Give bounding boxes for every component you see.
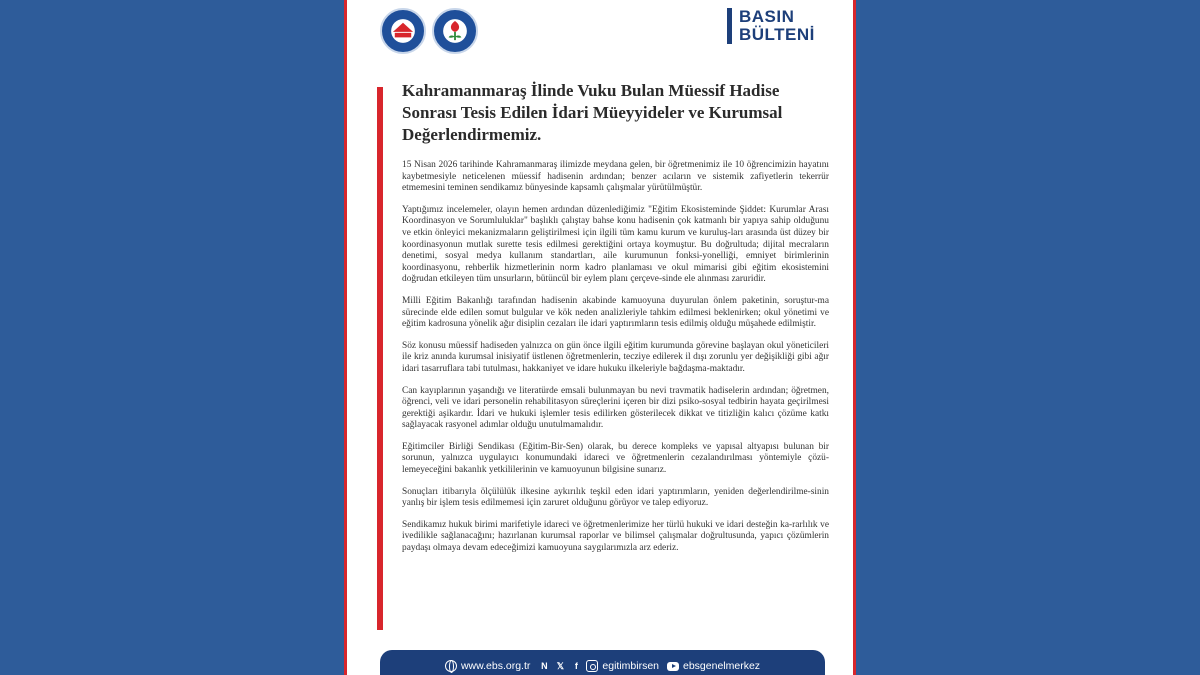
paragraph: Sendikamız hukuk birimi marifetiyle idareci ve öğretmenlerimize her türlü hukuki ve idari desteğin ka-rarlılık ve ivedilikle sağlanacağını; hazırlanan kurumsal raporlar ve bilimsel çalışmalar doğrultusunda, yapıcı çözümlerin paydaşı olmaya devam edeceğimizi kamuoyuna saygılarımızla arz ederiz. [402,519,829,554]
paragraph: Yaptığımız incelemeler, olayın hemen ardından düzenlediğimiz "Eğitim Ekosisteminde Şiddet: Kurumlar Arası Koordinasyon ve Sorumluluklar" başlıklı çalıştay bahse konu hadisenin çok katmanlı bir yapıya sahip olduğunu ve etkin önleyici mekanizmaların geliştirilmesi için ilgili tüm kamu kurum ve kuruluş-ları arasında üst düzey bir koordinasyonun mutlak surette tesis edilmesi gerektiğini ortaya koymuştur. Bu doğrultuda; dijital mecraların denetimi, sosyal medya kullanım standartları, aile kurumunun fonksi-yonelliği, emniyet birimlerinin koordinasyonu, rehberlik hizmetlerinin norm kadro planlaması ve okul mimarisi gibi eğitim ekosistemini doğrudan etkileyen tüm unsurların, bütüncül bir eylem planı çerçeve-sinde ele alınması zaruridir. [402,204,829,285]
instagram-icon[interactable] [586,660,598,672]
press-release-badge [727,8,815,44]
paragraph: 15 Nisan 2026 tarihinde Kahramanmaraş ilimizde meydana gelen, bir öğretmenimiz ile 10 öğrencimizin hayatını kaybetmesiyle neticelenen müessif hadisenin ardından; benzer acıların ve sistemik zafiyetlerin tekerrür etmemesini teminen sendikamız bünyesinde kapsamlı çalışmalar yürütülmüştür. [402,160,829,194]
globe-icon [445,660,457,672]
website-link[interactable] [445,660,530,672]
youtube-link[interactable] [667,660,760,672]
press-badge-bar [727,8,732,44]
press-release-sheet [344,0,856,675]
press-badge-line1: BASIN [739,7,795,26]
title-accent-bar [377,87,383,630]
youtube-icon [667,662,679,671]
x-icon[interactable]: 𝕏 [556,661,565,671]
press-badge-text [739,8,815,44]
social-links [538,660,659,672]
social-handle-text[interactable]: egitimbirsen [602,660,659,672]
document-title: Kahramanmaraş İlinde Vuku Bulan Müessif Hadise Sonrası Tesis Edilen İdari Müeyyideler ve Kurumsal Değerlendirmemiz. [402,81,783,144]
paragraph: Can kayıplarının yaşandığı ve literatürde emsali bulunmayan bu nevi travmatik hadiselerin ardından; öğretmen, öğrenci, veli ve idari personelin rehabilitasyon süreçlerini içeren bir dizi psiko-sosyal tedbirin hayata geçirilmesi gerektiği aşikardır. İdari ve hukuki işlemler tesis edilirken gösterilecek dikkat ve titizliğin kalıcı çözüme katkı sağlayacak rasyonel adımlar olduğu unutulmamalıdır. [402,385,829,431]
egitimbirsen-emblem [434,10,476,52]
nsosyal-icon[interactable]: N [541,661,548,671]
paragraph: Sonuçları itibarıyla ölçülülük ilkesine aykırılık teşkil eden idari yaptırımların, yeniden değerlendirilme-sinin yanlış bir işlem tesis edilmemesi için zaruret olduğunu görüyor ve talep ediyoruz. [402,486,829,509]
paragraph: Eğitimciler Birliği Sendikası (Eğitim-Bir-Sen) olarak, bu derece kompleks ve yapısal altyapısı bulunan bir sorunun, yalnızca uygulayıcı konumundaki idareci ve öğretmenlerin cezalandırılması yöntemiyle çözü-lemeyeceğini bakanlık yetkililerinin ve kamuoyunun bilgisine sunarız. [402,441,829,476]
youtube-handle-text: ebsgenelmerkez [683,660,761,672]
paragraph: Milli Eğitim Bakanlığı tarafından hadisenin akabinde kamuoyuna duyurulan önlem paketinin, soruştur-ma sürecinde elde edilen somut bulgular ve kök neden analizleriyle tahkim edilmesi beklenirken; okul yönetimi ve eğitim kadrosuna yönelik ağır disiplin cezaları ile idari yaptırımların tesis edilmiş olduğu müşahede edilmiştir. [402,295,829,330]
egitimbirsen-logo [432,8,478,54]
paragraph: Söz konusu müessif hadiseden yalnızca on gün önce ilgili eğitim kurumunda görevine başlayan okul yöneticileri ile kriz anında kurumsal inisiyatif üstlenen öğretmenlerin, tecziye edilerek il dışı zorunlu yer değişikliği gibi ağır idari tasarruflara tabi tutulması, hakkaniyet ve idare hukuku ilkeleriyle bağdaşma-maktadır. [402,340,829,374]
memursen-emblem [382,10,424,52]
press-badge-line2: BÜLTENİ [739,25,815,44]
logo-group [380,8,478,54]
memursen-logo [380,8,426,54]
document-body [402,160,829,565]
facebook-icon[interactable]: f [574,661,578,671]
website-text: www.ebs.org.tr [460,660,531,672]
contact-footer [380,650,825,675]
